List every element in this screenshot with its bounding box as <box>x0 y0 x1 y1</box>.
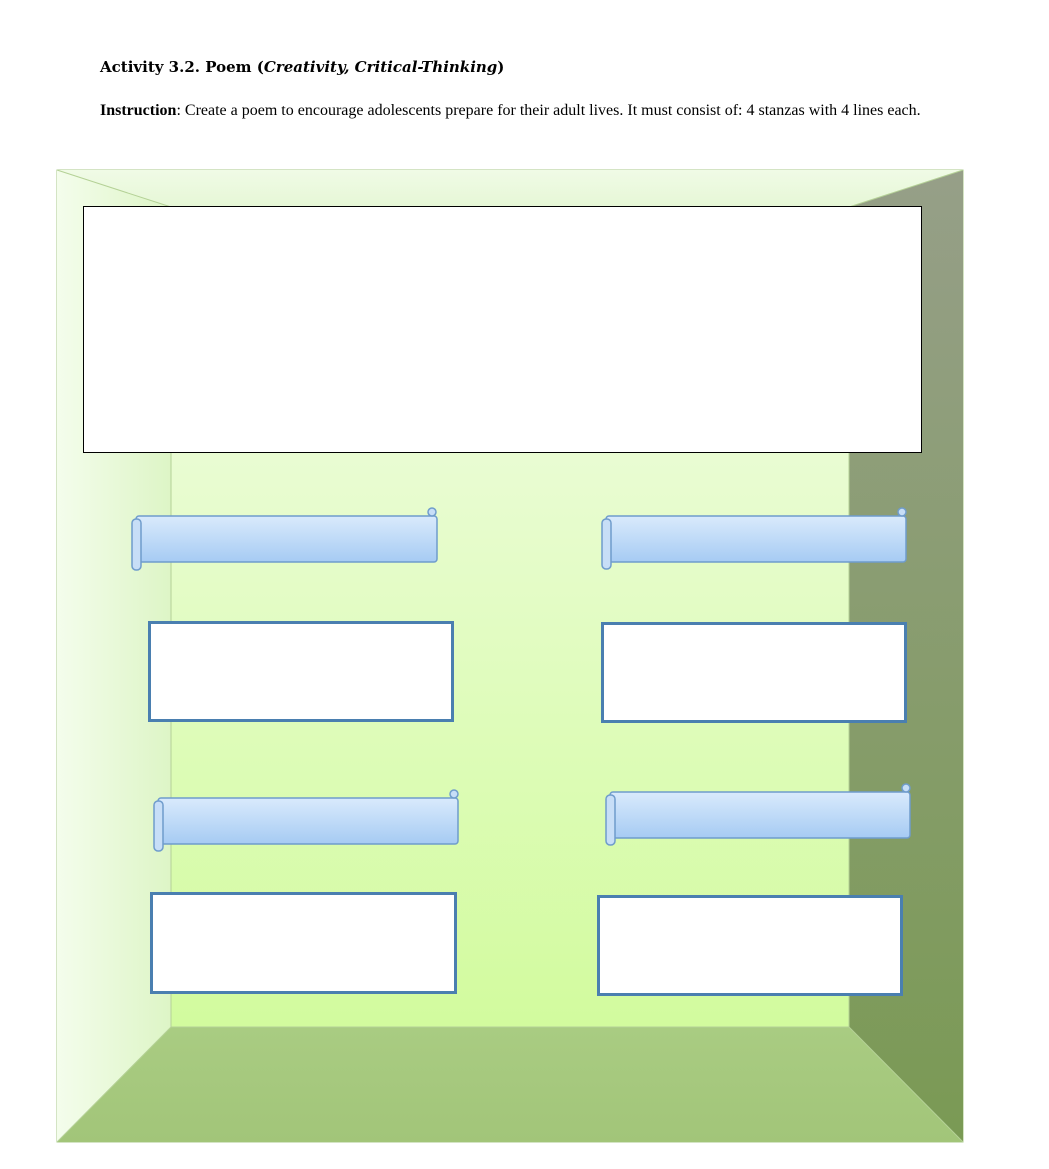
instruction-text: : Create a poem to encourage adolescents prepare for their adult lives. It must consist of: 4 stanzas with 4 lines each. <box>176 102 921 119</box>
stanza-scroll-1 <box>132 508 437 570</box>
stanza-scroll-4 <box>606 784 910 845</box>
activity-skills: Creativity, Critical-Thinking <box>263 58 498 76</box>
instruction-label: Instruction <box>100 102 177 119</box>
stanza-scroll-3 <box>154 790 458 851</box>
poem-title-box[interactable] <box>83 206 922 453</box>
stanza-box-3[interactable] <box>150 892 457 994</box>
activity-number: Activity 3.2. <box>100 58 200 76</box>
stanza-box-4[interactable] <box>597 895 903 996</box>
stanza-scroll-2 <box>602 508 906 569</box>
close-paren: ) <box>497 58 505 76</box>
frame-top-bevel <box>57 170 963 207</box>
activity-name: Poem <box>205 58 252 76</box>
open-paren: ( <box>256 58 264 76</box>
stanza-box-1[interactable] <box>148 621 454 722</box>
frame-bottom-bevel <box>57 1027 963 1142</box>
stanza-box-2[interactable] <box>601 622 907 723</box>
